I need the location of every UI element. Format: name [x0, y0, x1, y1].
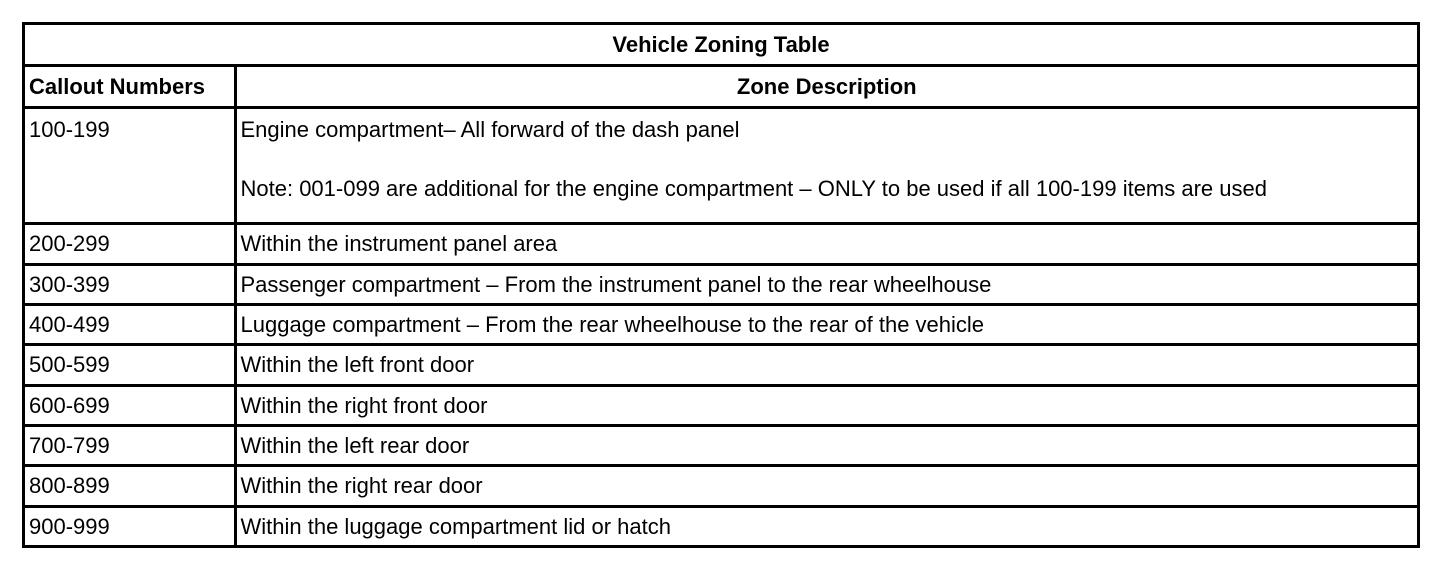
vehicle-zoning-table-frame: [22, 22, 1420, 548]
header-callout-numbers: Callout Numbers: [25, 66, 235, 107]
table-row: [25, 426, 1417, 466]
table-title-row: [25, 25, 1417, 66]
callout-cell: 800-899: [25, 466, 235, 506]
table-row: [25, 466, 1417, 506]
callout-cell: 600-699: [25, 385, 235, 425]
description-cell: Within the left rear door: [235, 426, 1417, 466]
table-row: [25, 224, 1417, 264]
callout-cell: 200-299: [25, 224, 235, 264]
table-row: [25, 305, 1417, 345]
vehicle-zoning-table: [25, 25, 1417, 545]
description-cell: [235, 107, 1417, 224]
callout-cell: 100-199: [25, 107, 235, 224]
table-row: [25, 264, 1417, 304]
description-cell: Luggage compartment – From the rear wheelhouse to the rear of the vehicle: [235, 305, 1417, 345]
description-cell: Within the luggage compartment lid or hatch: [235, 506, 1417, 545]
table-row: [25, 385, 1417, 425]
description-cell: Within the left front door: [235, 345, 1417, 385]
description-cell: Within the instrument panel area: [235, 224, 1417, 264]
table-title: Vehicle Zoning Table: [25, 25, 1417, 66]
description-cell: Passenger compartment – From the instrument panel to the rear wheelhouse: [235, 264, 1417, 304]
callout-cell: 500-599: [25, 345, 235, 385]
callout-cell: 300-399: [25, 264, 235, 304]
description-text: Engine compartment– All forward of the dash panel: [240, 116, 740, 142]
description-cell: Within the right rear door: [235, 466, 1417, 506]
table-header-row: [25, 66, 1417, 107]
header-zone-description: Zone Description: [235, 66, 1417, 107]
callout-cell: 700-799: [25, 426, 235, 466]
description-note: Note: 001-099 are additional for the engine compartment – ONLY to be used if all 100-199 items are used: [240, 175, 1267, 201]
table-row: [25, 506, 1417, 545]
callout-cell: 400-499: [25, 305, 235, 345]
table-row: [25, 345, 1417, 385]
description-cell: Within the right front door: [235, 385, 1417, 425]
table-row: [25, 107, 1417, 224]
callout-cell: 900-999: [25, 506, 235, 545]
